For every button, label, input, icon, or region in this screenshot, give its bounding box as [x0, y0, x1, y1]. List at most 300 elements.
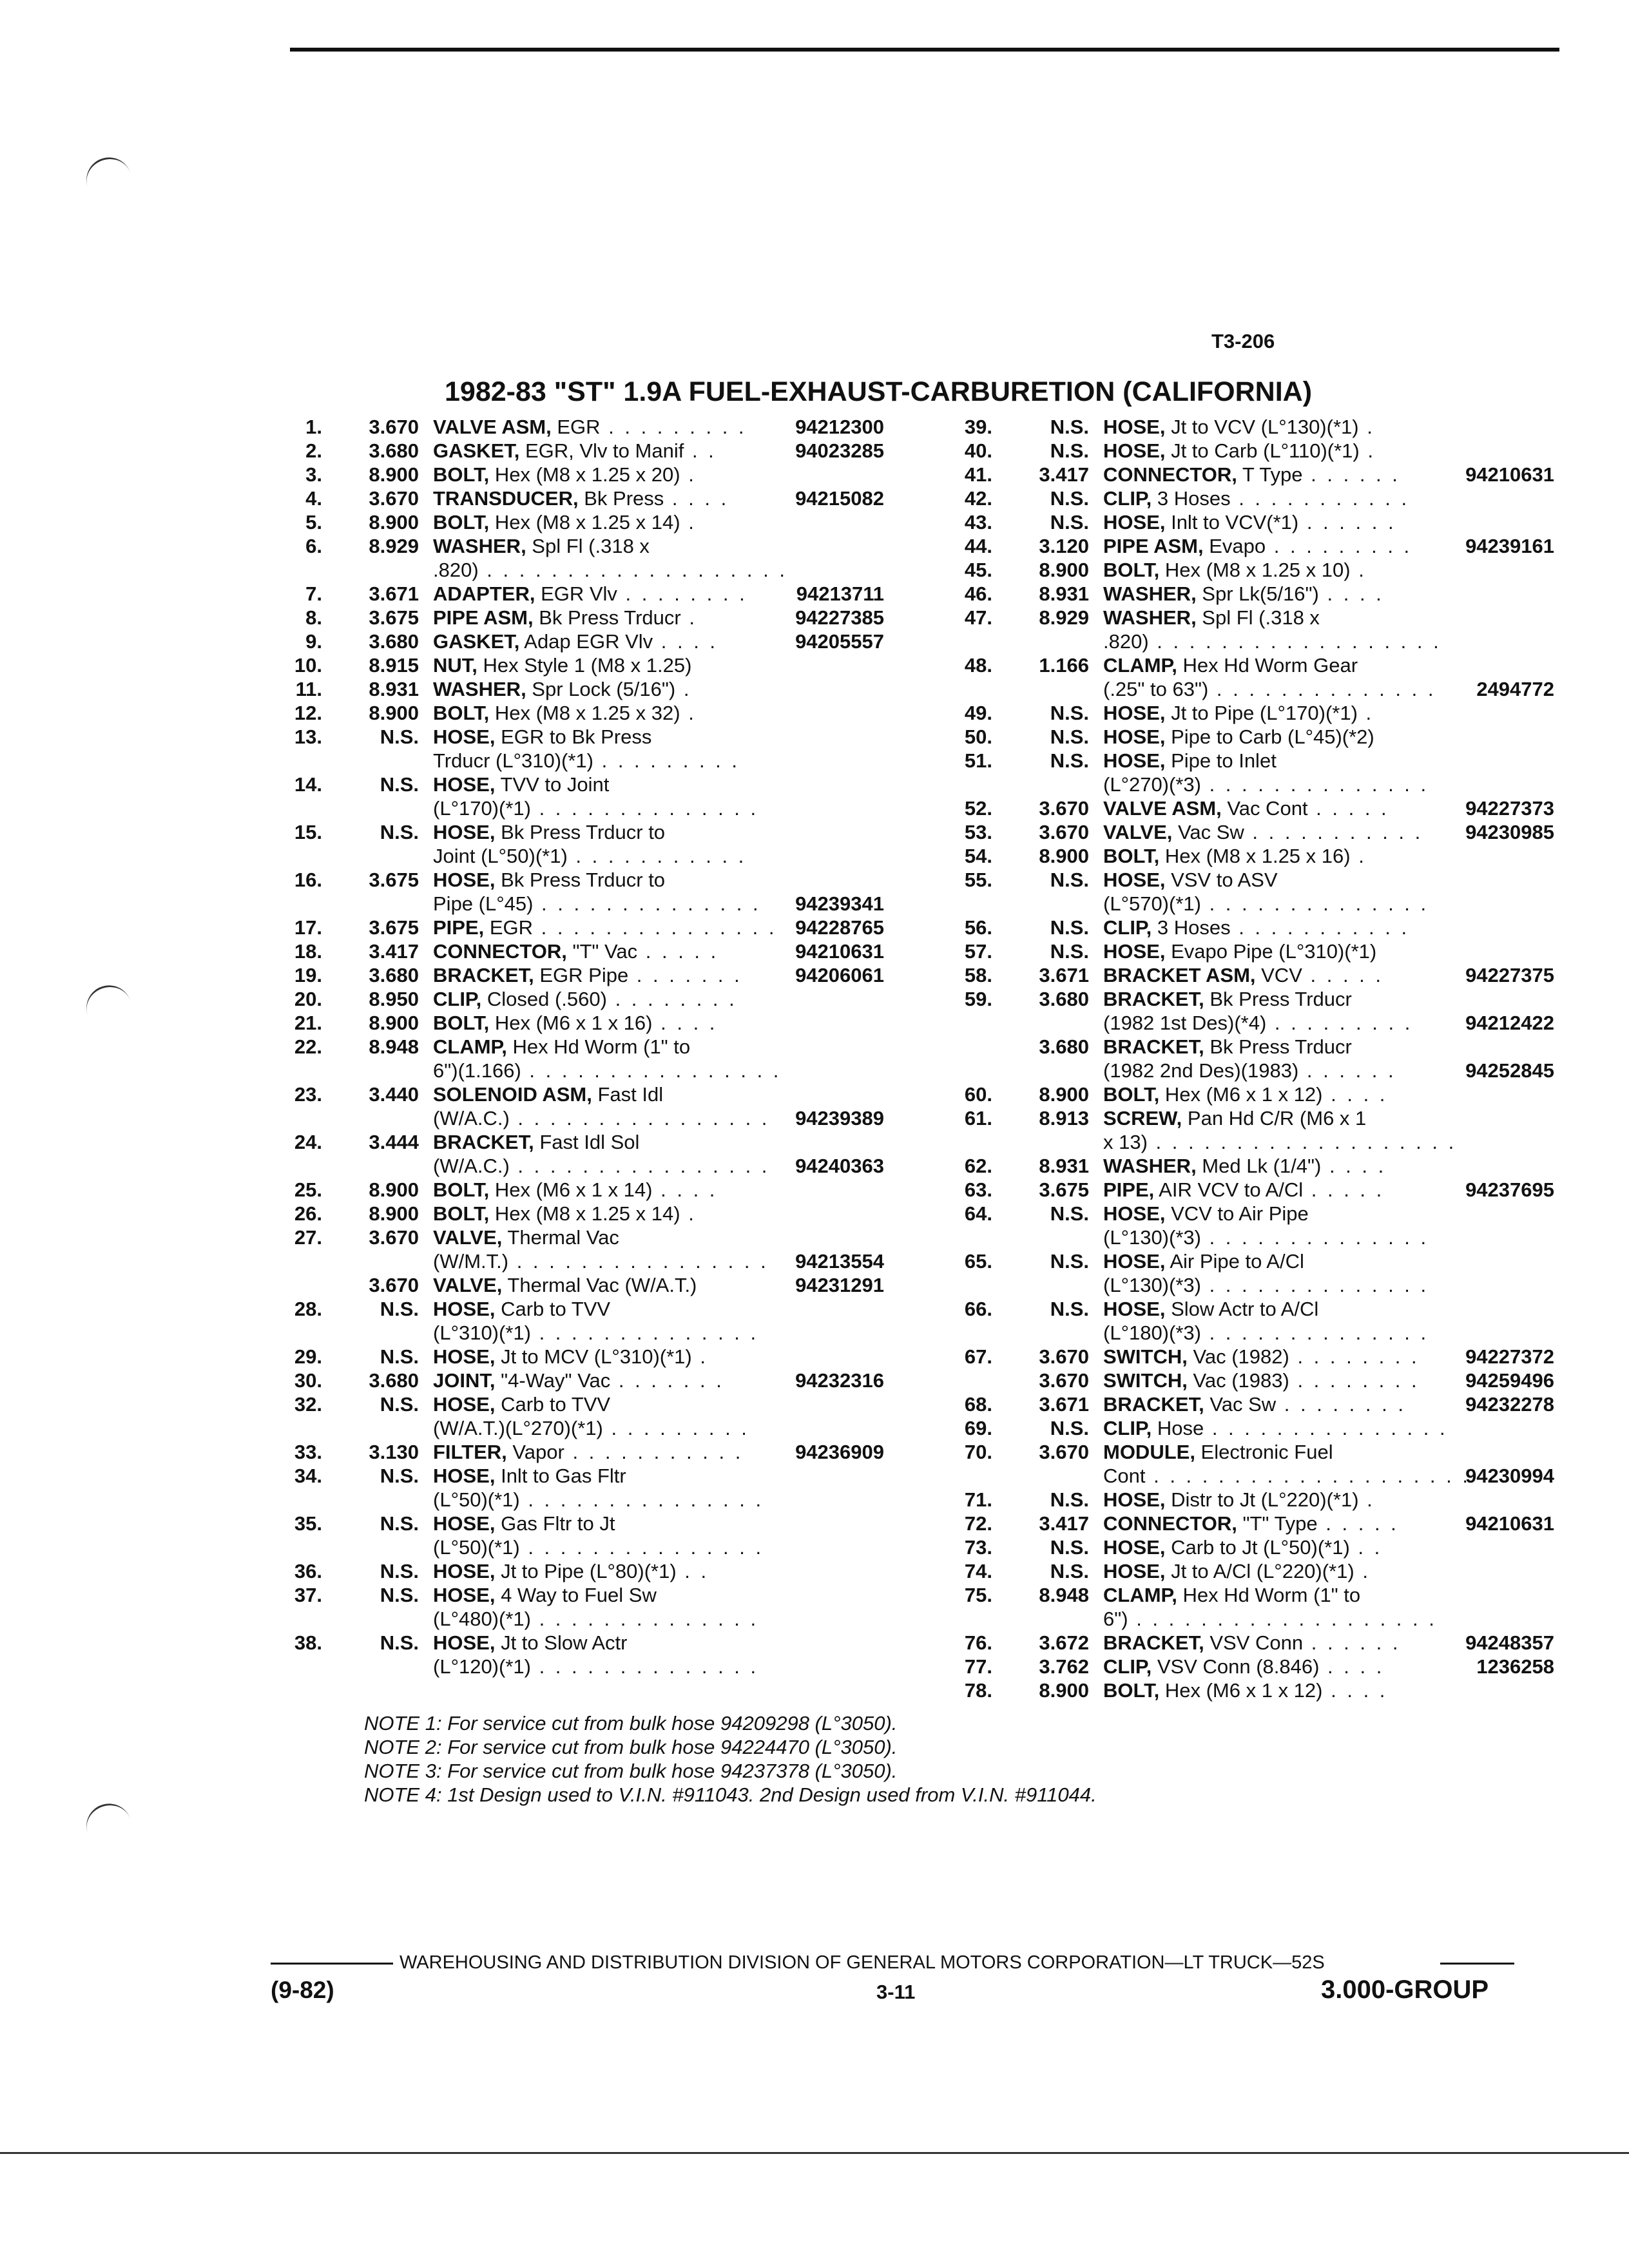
group-number: 3.675: [369, 869, 419, 891]
leader-dots: . . . . . . . . . . . . . . . .: [521, 1059, 782, 1082]
part-entry: [915, 653, 1559, 677]
part-number: 94215082: [795, 487, 884, 510]
group-number: [322, 796, 419, 820]
leader-dots: . . . .: [652, 1012, 718, 1034]
item-number: [915, 1130, 992, 1154]
part-detail: (L°170)(*1): [433, 797, 531, 820]
part-name: CONNECTOR,: [1103, 1512, 1237, 1535]
part-detail: EGR: [551, 416, 601, 438]
part-number: 94227385: [795, 606, 884, 629]
part-description: [1103, 534, 1432, 558]
part-detail: Bk Press Trducr: [1204, 1035, 1352, 1058]
part-detail: Jt to MCV (L°310)(*1): [495, 1345, 692, 1368]
part-entry: [915, 1464, 1559, 1488]
item-number: 10.: [294, 654, 322, 677]
leader-dots: . . . . . . . . .: [1266, 535, 1412, 557]
group-number: [322, 1249, 419, 1273]
part-detail: Thermal Vac (W/A.T.): [502, 1274, 697, 1296]
part-name: CLIP,: [1103, 1655, 1152, 1678]
leader-dots: . . . . . . . .: [1289, 1345, 1420, 1368]
leader-dots: . . . . . . . .: [1276, 1393, 1406, 1416]
item-number: 60.: [964, 1083, 992, 1106]
part-detail: Pipe to Inlet: [1165, 749, 1277, 772]
leader-dots: . . . . . . . .: [1289, 1369, 1420, 1392]
part-detail: (L°50)(*1): [433, 1488, 520, 1511]
item-number: [915, 892, 992, 916]
note-line: NOTE 3: For service cut from bulk hose 94237378 (L°3050).: [364, 1760, 898, 1782]
group-number: 8.900: [1039, 1083, 1089, 1106]
part-description: [433, 1225, 762, 1249]
part-description: [433, 939, 762, 963]
part-name: CLIP,: [1103, 1417, 1152, 1439]
part-detail: VSV Conn (8.846): [1152, 1655, 1320, 1678]
part-name: BRACKET,: [433, 964, 534, 986]
item-number: 1.: [305, 416, 322, 438]
part-detail: Hex Style 1 (M8 x 1.25): [477, 654, 692, 677]
part-entry: [245, 1369, 889, 1392]
group-number: 3.444: [369, 1131, 419, 1153]
part-name: WASHER,: [1103, 582, 1197, 605]
part-name: SWITCH,: [1103, 1345, 1188, 1368]
item-number: [245, 1321, 322, 1345]
part-number: [1432, 987, 1554, 1011]
part-description: [433, 1202, 762, 1225]
group-number: 8.913: [1039, 1107, 1089, 1129]
item-number: [245, 1607, 322, 1631]
part-name: PIPE ASM,: [1103, 535, 1204, 557]
part-number: [762, 1059, 884, 1082]
part-name: BOLT,: [433, 1178, 490, 1201]
part-entry: [915, 1559, 1559, 1583]
leader-dots: . . . . . . .: [628, 964, 742, 986]
item-number: 33.: [294, 1441, 322, 1463]
part-number: 94237695: [1465, 1178, 1554, 1201]
part-detail: Vac Sw: [1204, 1393, 1277, 1416]
part-description: [1103, 486, 1432, 510]
item-number: 30.: [294, 1369, 322, 1392]
part-description: [1103, 1440, 1432, 1464]
group-number: 3.680: [1039, 1035, 1089, 1058]
group-number: 8.931: [1039, 582, 1089, 605]
group-number: [322, 1416, 419, 1440]
part-entry: [245, 534, 889, 558]
leader-dots: . . . . . . . . . . . . . .: [1200, 1226, 1429, 1249]
part-detail: Bk Press Trducr: [1204, 988, 1352, 1010]
group-number: N.S.: [380, 773, 419, 796]
item-number: 50.: [964, 726, 992, 748]
leader-dots: . . . . . . . . . . .: [1230, 487, 1410, 510]
part-number: 94231291: [795, 1274, 884, 1296]
part-entry: [915, 582, 1559, 606]
part-entry: [915, 1440, 1559, 1464]
part-detail: Hex Hd Worm (1" to: [506, 1035, 691, 1058]
part-description: [433, 701, 762, 725]
part-name: HOSE,: [1103, 1488, 1166, 1511]
note-line: NOTE 1: For service cut from bulk hose 94209298 (L°3050).: [364, 1712, 898, 1735]
part-description: [1103, 1369, 1432, 1392]
group-number: N.S.: [1050, 1202, 1089, 1225]
part-name: HOSE,: [1103, 439, 1166, 462]
group-number: 8.931: [369, 678, 419, 700]
part-number: 94239161: [1465, 535, 1554, 557]
item-number: [245, 558, 322, 582]
part-name: BOLT,: [1103, 845, 1160, 867]
part-description: [433, 963, 762, 987]
part-number: [1432, 916, 1554, 939]
part-description: [433, 1011, 762, 1035]
leader-dots: . . . . . . . . . . . . . . .: [519, 1488, 764, 1511]
part-detail: Cont: [1103, 1465, 1146, 1487]
group-number: N.S.: [380, 1584, 419, 1606]
part-name: HOSE,: [433, 726, 496, 748]
part-name: PIPE,: [1103, 1178, 1155, 1201]
part-description: [1103, 1059, 1432, 1082]
part-number: 94205557: [795, 630, 884, 653]
part-detail: (L°270)(*3): [1103, 773, 1201, 796]
part-entry: [915, 701, 1559, 725]
leader-dots: .: [1358, 416, 1375, 438]
item-number: [915, 1369, 992, 1392]
part-description: [1103, 1631, 1432, 1655]
leader-dots: . . . . . .: [1298, 511, 1396, 533]
part-number: [762, 773, 884, 796]
part-entry: [915, 1273, 1559, 1297]
group-number: 3.440: [369, 1083, 419, 1106]
group-number: N.S.: [1050, 1250, 1089, 1273]
part-detail: AIR VCV to A/Cl: [1154, 1178, 1304, 1201]
part-name: HOSE,: [1103, 869, 1166, 891]
part-entry: [245, 1464, 889, 1488]
leader-dots: .: [1354, 1560, 1371, 1582]
part-number: [1432, 1583, 1554, 1607]
part-detail: VSV to ASV: [1165, 869, 1278, 891]
leader-dots: . .: [684, 439, 717, 462]
part-detail: TVV to Joint: [495, 773, 610, 796]
part-detail: x 13): [1103, 1131, 1148, 1153]
leader-dots: .: [675, 678, 692, 700]
part-detail: Carb to TVV: [495, 1298, 611, 1320]
group-number: [992, 1011, 1089, 1035]
group-number: 8.929: [369, 535, 419, 557]
leader-dots: . . . . . . . . . . . . . . . . . .: [1148, 630, 1441, 653]
group-number: 3.670: [1039, 1369, 1089, 1392]
part-description: [433, 1464, 762, 1488]
part-entry: [915, 1035, 1559, 1059]
leader-dots: . . . . . . . . . . . . . .: [533, 892, 761, 915]
leader-dots: . . . .: [1321, 1155, 1387, 1177]
part-number: 94227375: [1465, 964, 1554, 986]
part-entry: [245, 916, 889, 939]
part-name: HOSE,: [1103, 702, 1166, 724]
part-detail: Spl Fl (.318 x: [526, 535, 650, 557]
part-number: [1432, 1678, 1554, 1702]
part-number: [762, 558, 884, 582]
part-name: BOLT,: [1103, 559, 1160, 581]
part-detail: Carb to TVV: [495, 1393, 611, 1416]
part-detail: Vapor: [506, 1441, 564, 1463]
group-number: N.S.: [380, 726, 419, 748]
group-number: [322, 1154, 419, 1178]
part-number: [1432, 773, 1554, 796]
part-description: [1103, 1106, 1432, 1130]
part-detail: Gas Fltr to Jt: [495, 1512, 615, 1535]
part-description: [433, 677, 762, 701]
item-number: [915, 773, 992, 796]
leader-dots: . . . . . . . . . . .: [1230, 916, 1410, 939]
group-number: N.S.: [380, 1512, 419, 1535]
part-detail: Spr Lock (5/16"): [526, 678, 676, 700]
part-number: [762, 844, 884, 868]
part-description: [1103, 1011, 1432, 1035]
leader-dots: . . . .: [664, 487, 729, 510]
part-description: [1103, 749, 1432, 773]
leader-dots: . . . . . . . . . . .: [1244, 821, 1423, 843]
footer-division: WAREHOUSING AND DISTRIBUTION DIVISION OF GENERAL MOTORS CORPORATION—LT TRUCK—52S: [400, 1952, 1325, 1973]
part-entry: [915, 677, 1559, 701]
item-number: [245, 1249, 322, 1273]
item-number: 70.: [964, 1441, 992, 1463]
part-description: [1103, 1273, 1432, 1297]
part-description: [433, 463, 762, 486]
part-detail: Distr to Jt (L°220)(*1): [1165, 1488, 1359, 1511]
part-entry: [915, 1059, 1559, 1082]
group-number: 3.670: [1039, 797, 1089, 820]
part-name: HOSE,: [433, 1631, 496, 1654]
part-name: JOINT,: [433, 1369, 496, 1392]
part-number: [762, 1297, 884, 1321]
group-number: 3.680: [369, 1369, 419, 1392]
leader-dots: . . . . . . . . . . . . . . . .: [508, 1250, 769, 1273]
part-description: [433, 534, 762, 558]
part-detail: Thermal Vac: [502, 1226, 619, 1249]
footer-rule-right: [1440, 1963, 1514, 1965]
part-number: [762, 1202, 884, 1225]
part-number: [762, 1130, 884, 1154]
part-detail: EGR Pipe: [534, 964, 629, 986]
part-name: HOSE,: [433, 1512, 496, 1535]
group-number: 1.166: [1039, 654, 1089, 677]
part-description: [1103, 606, 1432, 629]
part-name: CLIP,: [433, 988, 482, 1010]
part-entry: [915, 1392, 1559, 1416]
leader-dots: . . . .: [1319, 1655, 1385, 1678]
item-number: [915, 1321, 992, 1345]
group-number: N.S.: [1050, 726, 1089, 748]
item-number: 8.: [305, 606, 322, 629]
item-number: [245, 1059, 322, 1082]
part-description: [433, 773, 762, 796]
leader-dots: . . . . . . . . . . . . . .: [1200, 1321, 1429, 1344]
part-entry: [915, 1249, 1559, 1273]
punch-hole-mark: [81, 979, 132, 1020]
part-name: HOSE,: [433, 1560, 496, 1582]
item-number: [915, 1059, 992, 1082]
part-name: HOSE,: [1103, 749, 1166, 772]
group-number: 3.670: [369, 1274, 419, 1296]
punch-hole-mark: [81, 151, 132, 192]
part-description: [433, 653, 762, 677]
part-number: [1432, 510, 1554, 534]
part-entry: [245, 963, 889, 987]
part-detail: Vac (1982): [1187, 1345, 1289, 1368]
part-name: VALVE,: [433, 1226, 503, 1249]
part-number: [1432, 868, 1554, 892]
part-detail: (W/A.C.): [433, 1107, 510, 1129]
part-name: CLAMP,: [1103, 1584, 1177, 1606]
group-number: [992, 1273, 1089, 1297]
part-description: [433, 510, 762, 534]
part-name: HOSE,: [1103, 940, 1166, 963]
footer-group: 3.000-GROUP: [1321, 1975, 1489, 2004]
part-entry: [245, 1607, 889, 1631]
leader-dots: .: [1350, 559, 1367, 581]
part-description: [1103, 1082, 1432, 1106]
item-number: [245, 1416, 322, 1440]
part-detail: Evapo: [1203, 535, 1266, 557]
group-number: N.S.: [1050, 1488, 1089, 1511]
item-number: 36.: [294, 1560, 322, 1582]
part-detail: Spl Fl (.318 x: [1196, 606, 1320, 629]
leader-dots: . . . . . . . . .: [1266, 1012, 1413, 1034]
part-description: [433, 1273, 762, 1297]
part-detail: Hex (M8 x 1.25 x 16): [1159, 845, 1351, 867]
group-number: 8.900: [369, 702, 419, 724]
group-number: [322, 1655, 419, 1678]
item-number: 29.: [294, 1345, 322, 1368]
group-number: [322, 1059, 419, 1082]
part-entry: [915, 606, 1559, 629]
part-name: VALVE,: [1103, 821, 1173, 843]
group-number: [992, 1059, 1089, 1082]
part-entry: [915, 725, 1559, 749]
part-entry: [915, 1416, 1559, 1440]
part-detail: (W/A.C.): [433, 1155, 510, 1177]
part-description: [433, 796, 762, 820]
part-entry: [915, 1535, 1559, 1559]
group-number: N.S.: [1050, 1298, 1089, 1320]
part-entry: [245, 868, 889, 892]
footer-page-number: 3-11: [876, 1981, 916, 2003]
part-entry: [245, 1488, 889, 1512]
part-detail: Inlt to Gas Fltr: [495, 1465, 626, 1487]
group-number: 3.671: [1039, 1393, 1089, 1416]
part-entry: [915, 1488, 1559, 1512]
leader-dots: . . . . . . . . . . . . . .: [1200, 773, 1429, 796]
group-number: 8.929: [1039, 606, 1089, 629]
part-description: [1103, 725, 1432, 749]
part-entry: [915, 987, 1559, 1011]
part-entry: [915, 1678, 1559, 1702]
page-title: 1982-83 "ST" 1.9A FUEL-EXHAUST-CARBURETION (CALIFORNIA): [445, 376, 1313, 407]
part-detail: "T" Type: [1237, 1512, 1318, 1535]
part-entry: [245, 677, 889, 701]
part-number: [1432, 1202, 1554, 1225]
part-detail: Hex (M8 x 1.25 x 20): [489, 463, 680, 486]
group-number: 3.672: [1039, 1631, 1089, 1654]
part-detail: Hex (M6 x 1 x 12): [1159, 1083, 1323, 1106]
part-number: 94023285: [795, 439, 884, 462]
item-number: [915, 1011, 992, 1035]
part-number: [762, 1178, 884, 1202]
part-name: HOSE,: [433, 773, 496, 796]
parts-list-left-column: [245, 415, 889, 1678]
part-description: [1103, 1655, 1432, 1678]
group-number: [992, 629, 1089, 653]
part-number: [762, 1607, 884, 1631]
part-number: [1432, 1130, 1554, 1154]
item-number: 61.: [964, 1107, 992, 1129]
part-number: 94259496: [1465, 1369, 1554, 1392]
group-number: 8.900: [369, 511, 419, 533]
part-entry: [915, 1607, 1559, 1631]
part-description: [433, 820, 762, 844]
part-number: 94230994: [1465, 1465, 1554, 1487]
item-number: 43.: [964, 511, 992, 533]
part-number: [1432, 844, 1554, 868]
part-number: 94210631: [1465, 1512, 1554, 1535]
part-detail: Hex (M6 x 1 x 12): [1159, 1679, 1323, 1702]
part-detail: Hex (M8 x 1.25 x 32): [489, 702, 680, 724]
group-number: N.S.: [1050, 916, 1089, 939]
leader-dots: .: [680, 511, 697, 533]
part-detail: Jt to VCV (L°130)(*1): [1165, 416, 1359, 438]
part-number: [1432, 701, 1554, 725]
part-name: VALVE,: [433, 1274, 503, 1296]
part-number: 2494772: [1476, 678, 1554, 700]
group-number: 8.900: [1039, 1679, 1089, 1702]
part-description: [433, 1106, 770, 1130]
group-number: 8.950: [369, 988, 419, 1010]
part-description: [1103, 1249, 1432, 1273]
part-detail: (L°570)(*1): [1103, 892, 1201, 915]
item-number: 66.: [964, 1298, 992, 1320]
part-description: [1103, 844, 1432, 868]
leader-dots: . . . . . . .: [610, 1369, 724, 1392]
part-detail: (1982 1st Des)(*4): [1103, 1012, 1267, 1034]
part-entry: [245, 1631, 889, 1655]
part-entry: [915, 1178, 1559, 1202]
item-number: 18.: [294, 940, 322, 963]
part-detail: Bk Press Trducr to: [495, 821, 666, 843]
part-entry: [915, 1225, 1559, 1249]
part-detail: Jt to Carb (L°110)(*1): [1165, 439, 1360, 462]
part-number: [762, 796, 884, 820]
leader-dots: . . . .: [1318, 582, 1384, 605]
part-name: CLAMP,: [433, 1035, 507, 1058]
part-entry: [245, 1297, 889, 1321]
part-description: [1103, 629, 1441, 653]
group-number: 8.931: [1039, 1155, 1089, 1177]
part-number: 94210631: [1465, 463, 1554, 486]
part-entry: [915, 868, 1559, 892]
part-entry: [915, 1512, 1559, 1535]
part-name: MODULE,: [1103, 1441, 1195, 1463]
part-description: [433, 606, 762, 629]
part-number: [1432, 1297, 1554, 1321]
item-number: 67.: [964, 1345, 992, 1368]
leader-dots: . . . . . .: [1303, 1631, 1401, 1654]
part-detail: "T" Vac: [566, 940, 638, 963]
part-detail: Jt to Pipe (L°170)(*1): [1165, 702, 1358, 724]
part-detail: Slow Actr to A/Cl: [1165, 1298, 1319, 1320]
item-number: 68.: [964, 1393, 992, 1416]
part-name: HOSE,: [433, 1584, 496, 1606]
part-description: [1103, 987, 1432, 1011]
part-entry: [245, 629, 889, 653]
part-name: CONNECTOR,: [433, 940, 567, 963]
part-description: [433, 582, 762, 606]
part-name: SWITCH,: [1103, 1369, 1188, 1392]
